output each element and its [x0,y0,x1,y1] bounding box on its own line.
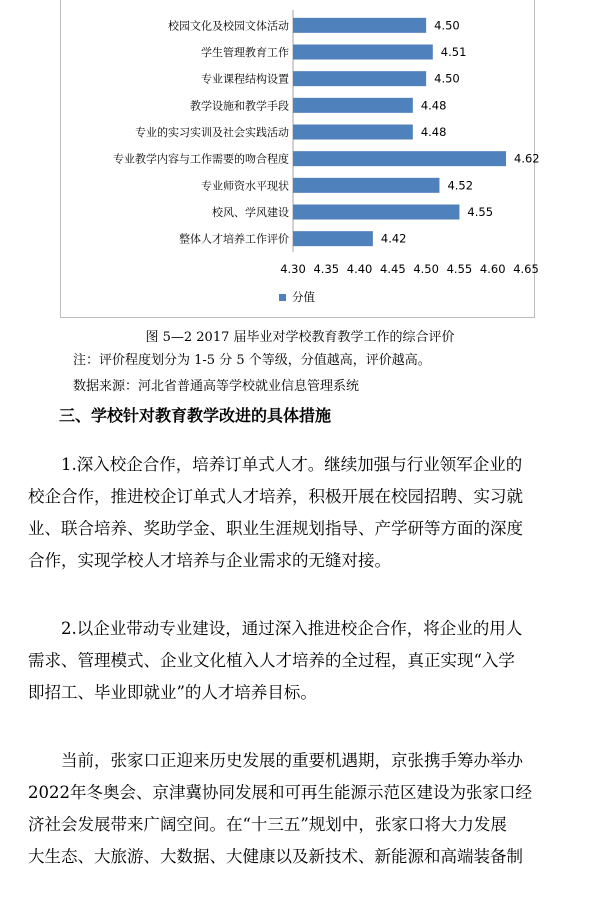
category-label: 学生管理教育工作 [201,46,289,59]
bar [293,125,413,140]
category-label: 校园文化及校园文体活动 [168,19,289,33]
data-label: 4.48 [420,98,447,113]
category-label: 专业教学内容与工作需要的吻合程度 [113,152,289,166]
bar [293,231,373,246]
paragraph-2 [28,613,580,709]
figure-note: 注：评价程度划分为 1-5 分 5 个等级，分值越高，评价越高。 [73,353,431,368]
category-label: 整体人才培养工作评价 [179,232,289,246]
bar [293,178,439,193]
figure-caption: 图 5—2 2017 届毕业对学校教育教学工作的综合评价 [145,330,455,345]
category-label: 专业课程结构设置 [201,72,289,86]
bar [293,18,426,33]
x-tick-label: 4.45 [380,262,406,276]
paragraph-line: 合作，实现学校人才培养与企业需求的无缝对接。 [28,551,391,570]
bar [293,205,459,220]
paragraph-1 [28,449,580,577]
x-tick-label: 4.30 [280,262,306,276]
x-tick-label: 4.60 [479,262,506,276]
category-label: 校风、学风建设 [212,206,289,219]
paragraph-line: 2022年冬奥会、京津冀协同发展和可再生能源示范区建设为张家口经 [28,783,532,802]
data-source: 数据来源：河北省普通高等学校就业信息管理系统 [73,379,360,394]
data-label: 4.55 [467,205,494,219]
data-label: 4.50 [434,71,460,86]
data-label: 4.48 [420,125,447,139]
paragraph-line: 大生态、大旅游、大数据、大健康以及新技术、新能源和高端装备制 [28,847,523,866]
category-label: 教学设施和教学手段 [190,99,289,113]
paragraph-line: 校企合作，推进校企订单式人才培养，积极开展在校园招聘、实习就 [28,487,523,506]
paragraph-line: 济社会发展带来广阔空间。在“十三五”规划中，张家口将大力发展 [28,815,507,834]
paragraph-line: 1.深入校企合作，培养订单式人才。继续加强与行业领军企业的 [61,455,523,474]
x-tick-label: 4.35 [313,262,340,276]
bar [293,151,506,166]
bar [293,45,433,60]
category-label: 专业师资水平现状 [201,179,289,193]
data-label: 4.51 [440,45,467,59]
bar [293,98,413,113]
legend-swatch [279,294,286,301]
x-tick-label: 4.50 [413,262,439,276]
legend-label: 分值 [292,290,315,304]
paragraph-line: 即招工、毕业即就业”的人才培养目标。 [28,683,317,702]
chart-svg [61,0,540,318]
paragraph-line: 需求、管理模式、企业文化植入人才培养的全过程，真正实现“入学 [28,651,515,670]
section-heading: 三、学校针对教育教学改进的具体措施 [59,406,332,425]
data-label: 4.42 [380,231,407,246]
paragraph-line: 2.以企业带动专业建设，通过深入推进校企合作，将企业的用人 [61,619,523,638]
data-label: 4.50 [434,18,460,33]
category-label: 专业的实习实训及社会实践活动 [135,126,289,139]
paragraph-line: 业、联合培养、奖助学金、职业生涯规划指导、产学研等方面的深度 [28,519,523,538]
rating-bar-chart [60,0,540,318]
x-tick-label: 4.40 [346,262,373,276]
bar [293,71,426,86]
data-label: 4.52 [447,178,474,193]
x-tick-label: 4.65 [513,262,539,276]
paragraph-3 [28,745,580,873]
paragraph-line: 当前，张家口正迎来历史发展的重要机遇期，京张携手筹办举办 [61,751,523,770]
data-label: 4.62 [514,151,540,166]
x-tick-label: 4.55 [446,262,473,276]
